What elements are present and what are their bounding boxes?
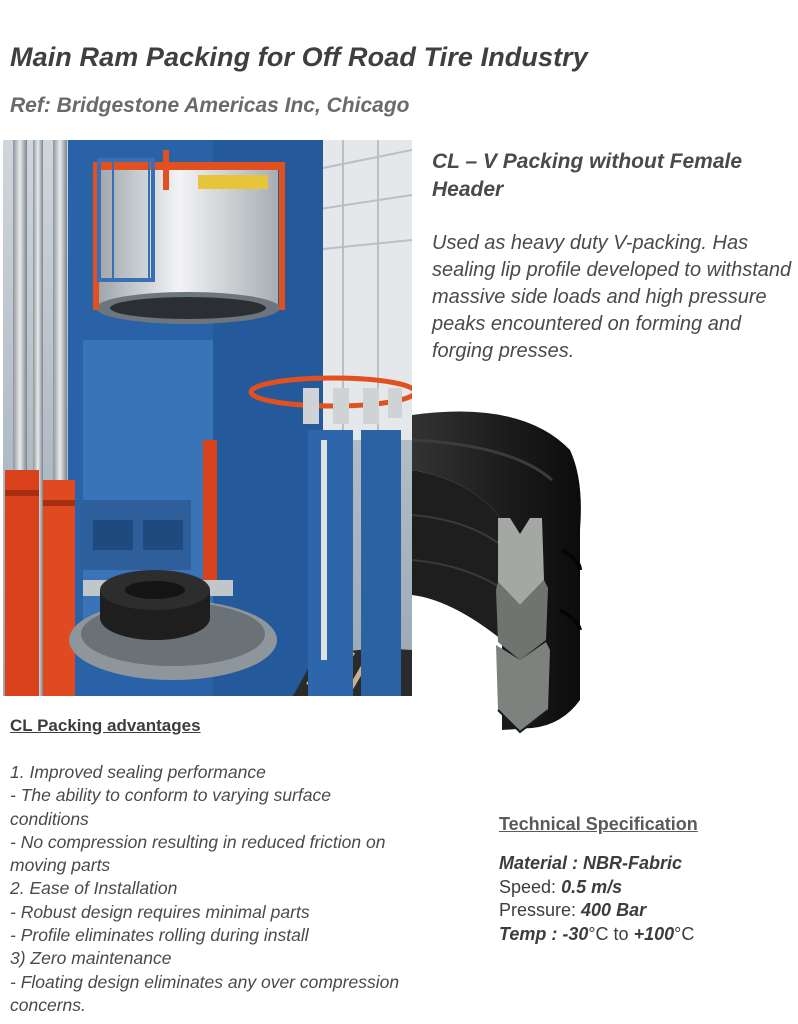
advantage-line: 1. Improved sealing performance	[10, 762, 266, 782]
spec-temp-label: Temp :	[499, 923, 563, 944]
advantage-line: - Robust design requires minimal parts	[10, 901, 310, 922]
press-photo	[3, 140, 412, 696]
spec-heading: Technical Specification	[499, 814, 698, 834]
advantage-line: - The ability to conform to varying surface conditions	[10, 785, 331, 829]
spec-temp-unit-2: °C	[674, 923, 695, 944]
spec-speed-value: 0.5 m/s	[561, 876, 623, 897]
spec-speed	[499, 876, 694, 900]
spec-material: Material : NBR-Fabric	[499, 853, 683, 873]
spec-temp-min: -30	[562, 923, 589, 944]
advantage-line: - Profile eliminates rolling during install	[10, 925, 309, 946]
spec-pressure-label: Pressure:	[499, 900, 582, 920]
v-packing-seal-image	[412, 410, 592, 740]
product-title: CL – V Packing without Female Header	[432, 150, 743, 201]
advantages-list	[10, 761, 410, 1017]
spec-temp-unit-1: °C to	[588, 923, 634, 944]
spec-list	[499, 852, 694, 946]
advantage-line: - Floating design eliminates any over compression concerns.	[10, 971, 400, 1015]
advantage-line: 3) Zero maintenance	[10, 948, 172, 969]
page-title: Main Ram Packing for Off Road Tire Industry	[10, 42, 588, 72]
advantage-line: - No compression resulting in reduced friction on moving parts	[10, 831, 386, 876]
advantages-heading: CL Packing advantages	[10, 716, 201, 735]
spec-temp	[499, 923, 694, 947]
spec-pressure	[499, 899, 694, 923]
product-description: Used as heavy duty V-packing. Has sealing lip profile developed to withstand massive side loads and high pressure peaks encountered on forming and forging presses.	[432, 232, 792, 362]
spec-pressure-value: 400 Bar	[581, 900, 647, 920]
reference-subtitle: Ref: Bridgestone Americas Inc, Chicago	[10, 94, 410, 117]
advantage-line: 2. Ease of Installation	[10, 878, 178, 899]
spec-temp-max: +100	[633, 923, 675, 944]
spec-speed-label: Speed:	[499, 876, 562, 897]
